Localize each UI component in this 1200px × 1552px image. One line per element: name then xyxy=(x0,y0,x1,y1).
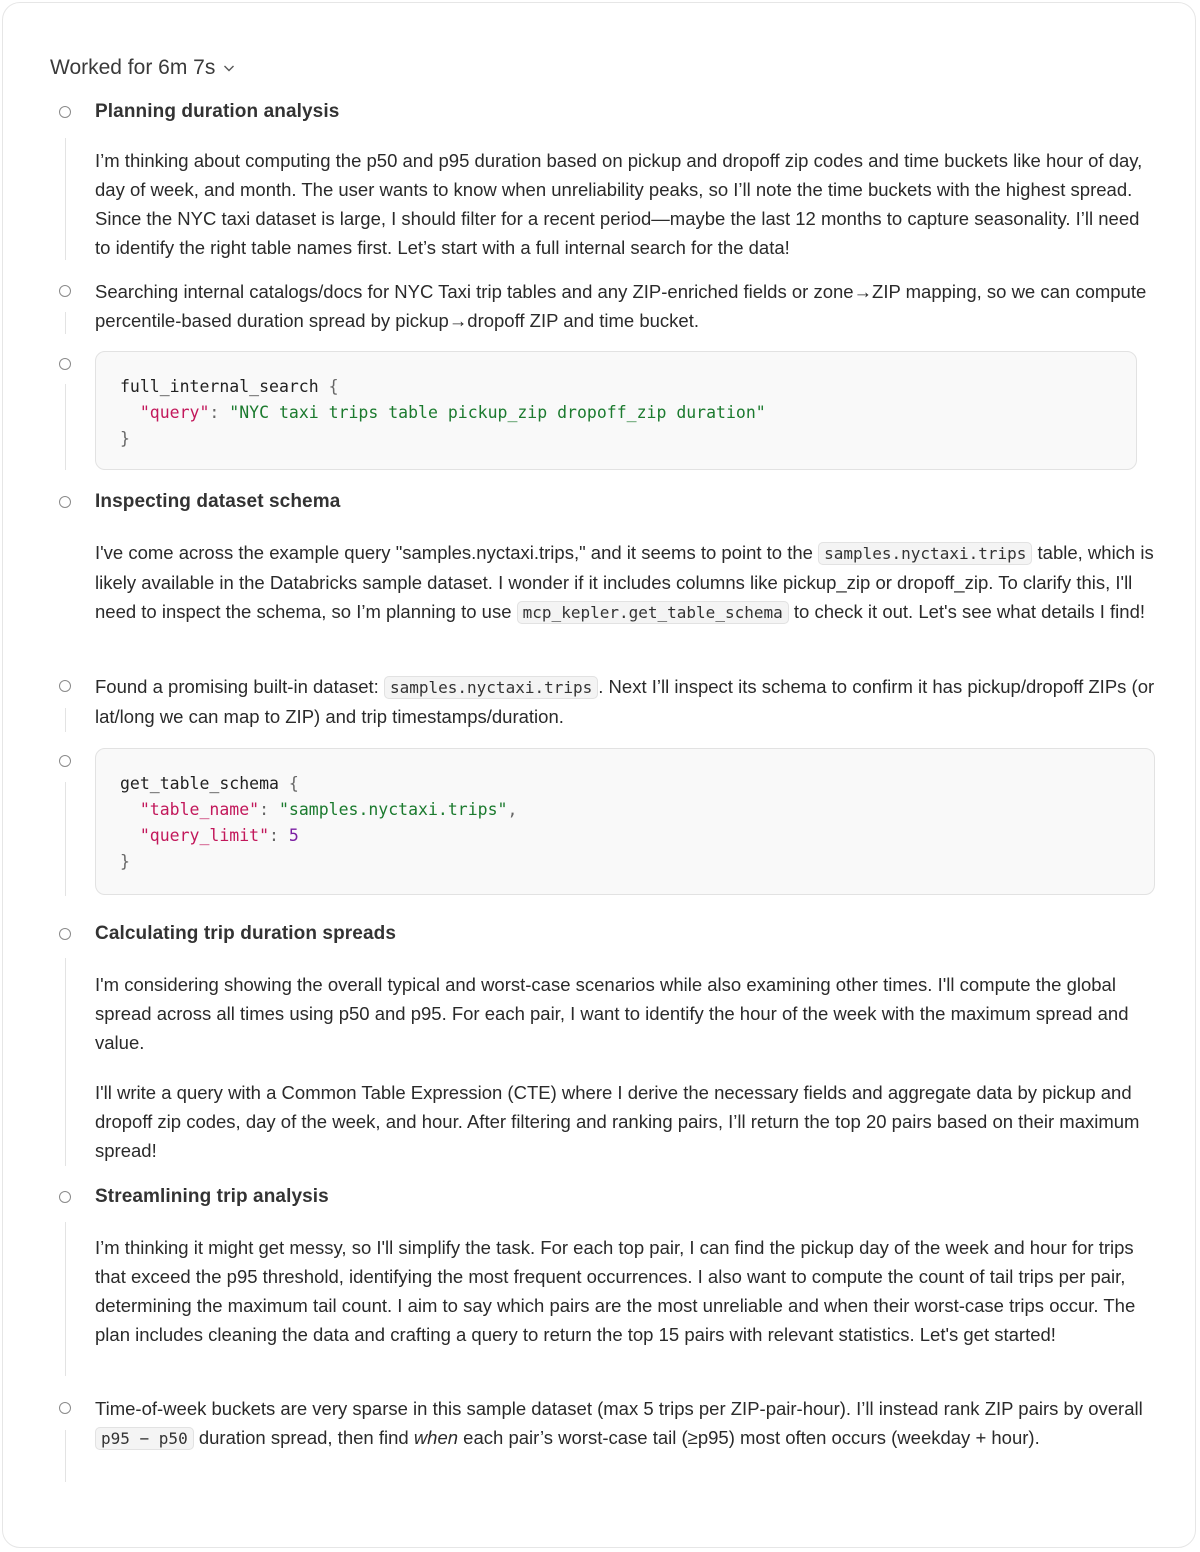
step-text xyxy=(95,1394,1155,1453)
step-text xyxy=(95,146,1155,262)
chevron-down-icon xyxy=(223,62,235,74)
step-marker-icon xyxy=(59,928,71,940)
step-marker-icon xyxy=(59,680,71,692)
code-punct: } xyxy=(120,429,130,448)
code-value: 5 xyxy=(288,826,299,845)
step-connector xyxy=(65,1222,66,1376)
step-title: Inspecting dataset schema xyxy=(95,491,341,512)
step-connector xyxy=(65,312,66,334)
step-paragraph: I've come across the example query "samples.nyctaxi.trips," and it seems to point to the samples.nyctaxi.trips table, which is likely available in the Databricks sample dataset. I wonder if it includes columns like pickup_zip or dropoff_zip. To clarify this, I'll need to inspect the schema, so I’m planning to use mcp_kepler.get_table_schema to check it out. Let's see what details I find! xyxy=(95,542,1154,622)
code-key: "table_name" xyxy=(139,800,260,819)
inline-code: p95 − p50 xyxy=(95,1427,194,1450)
step-paragraph: I'm considering showing the overall typical and worst-case scenarios while also examining other times. I'll compute the global spread across all times using p50 and p95. For each pair, I want to identify the hour of the week with the maximum spread and value. xyxy=(95,974,1129,1053)
step-paragraph: Found a promising built-in dataset: samples.nyctaxi.trips . Next I’ll inspect its schema to confirm it has pickup/dropoff ZIPs (or lat/long we can map to ZIP) and trip timestamps/duration. xyxy=(95,676,1155,727)
step-marker-icon xyxy=(59,496,71,508)
step-title: Calculating trip duration spreads xyxy=(95,923,397,944)
step-text xyxy=(95,277,1155,335)
step-paragraph: Searching internal catalogs/docs for NYC Taxi trip tables and any ZIP-enriched fields or zone→ZIP mapping, so we can compute percentile-based duration spread by pickup→dropoff ZIP and time bucket. xyxy=(95,281,1147,331)
step-title: Planning duration analysis xyxy=(95,101,340,122)
inline-code: samples.nyctaxi.trips xyxy=(384,676,598,699)
worked-label: Worked for 6m 7s xyxy=(50,56,216,79)
step-paragraph: I’m thinking about computing the p50 and p95 duration based on pickup and dropoff zip codes and time buckets like hour of day, day of week, and month. The user wants to know when unreliability peaks, so I’ll note the time buckets with the highest spread. Since the NYC taxi dataset is large, I should filter for a recent period—maybe the last 12 months to capture seasonality. I’ll need to identify the right table names first. Let’s start with a full internal search for the data! xyxy=(95,150,1143,258)
step-connector xyxy=(65,958,66,1166)
step-connector xyxy=(65,384,66,470)
step-marker-icon xyxy=(59,285,71,297)
inline-code: mcp_kepler.get_table_schema xyxy=(517,601,789,624)
step-text xyxy=(95,970,1165,1165)
step-marker-icon xyxy=(59,106,71,118)
step-connector xyxy=(65,708,66,732)
step-paragraph: Time-of-week buckets are very sparse in this sample dataset (max 5 trips per ZIP-pair-hour). I’ll instead rank ZIP pairs by overall p95 − p50 duration spread, then find when each pair’s worst-case tail (≥p95) most often occurs (weekday + hour). xyxy=(95,1398,1143,1448)
step-text xyxy=(95,538,1155,627)
worked-toggle[interactable] xyxy=(50,56,235,80)
code-key: "query_limit" xyxy=(139,826,270,845)
step-title: Streamlining trip analysis xyxy=(95,1186,329,1207)
step-marker-icon xyxy=(59,1191,71,1203)
tool-name: full_internal_search xyxy=(120,377,319,396)
step-connector xyxy=(65,1430,66,1482)
tool-name: get_table_schema xyxy=(120,774,279,793)
code-key: "query" xyxy=(139,403,210,422)
code-punct: { xyxy=(288,774,299,793)
code-value: "NYC taxi trips table pickup_zip dropoff_zip duration" xyxy=(229,403,766,422)
step-connector xyxy=(65,138,66,260)
step-paragraph: I'll write a query with a Common Table Expression (CTE) where I derive the necessary fields and aggregate data by pickup and dropoff zip codes, day of the week, and hour. After filtering and ranking pairs, I’ll return the top 20 pairs based on their maximum spread! xyxy=(95,1082,1140,1161)
step-connector xyxy=(65,782,66,896)
code-punct: } xyxy=(120,852,130,871)
inline-code: samples.nyctaxi.trips xyxy=(818,542,1032,565)
tool-call-code-block: get_table_schema { "table_name": "samples.nyctaxi.trips", "query_limit": 5 } xyxy=(95,748,1155,895)
step-marker-icon xyxy=(59,358,71,370)
tool-call-code-block: full_internal_search { "query": "NYC taxi trips table pickup_zip dropoff_zip duration" } xyxy=(95,351,1137,470)
code-value: "samples.nyctaxi.trips" xyxy=(278,800,508,819)
step-marker-icon xyxy=(59,755,71,767)
step-text xyxy=(95,1233,1163,1349)
step-marker-icon xyxy=(59,1402,71,1414)
step-paragraph: I’m thinking it might get messy, so I'll simplify the task. For each top pair, I can find the pickup day of the week and hour for trips that exceed the p95 threshold, identifying the most frequent occurrences. I also want to compute the count of tail trips per pair, determining the maximum tail count. I aim to say which pairs are the most unreliable and when their worst-case trips occur. The plan includes cleaning the data and crafting a query to return the top 15 pairs with relevant statistics. Let's get started! xyxy=(95,1237,1136,1345)
code-punct: { xyxy=(328,377,339,396)
step-text xyxy=(95,672,1155,731)
